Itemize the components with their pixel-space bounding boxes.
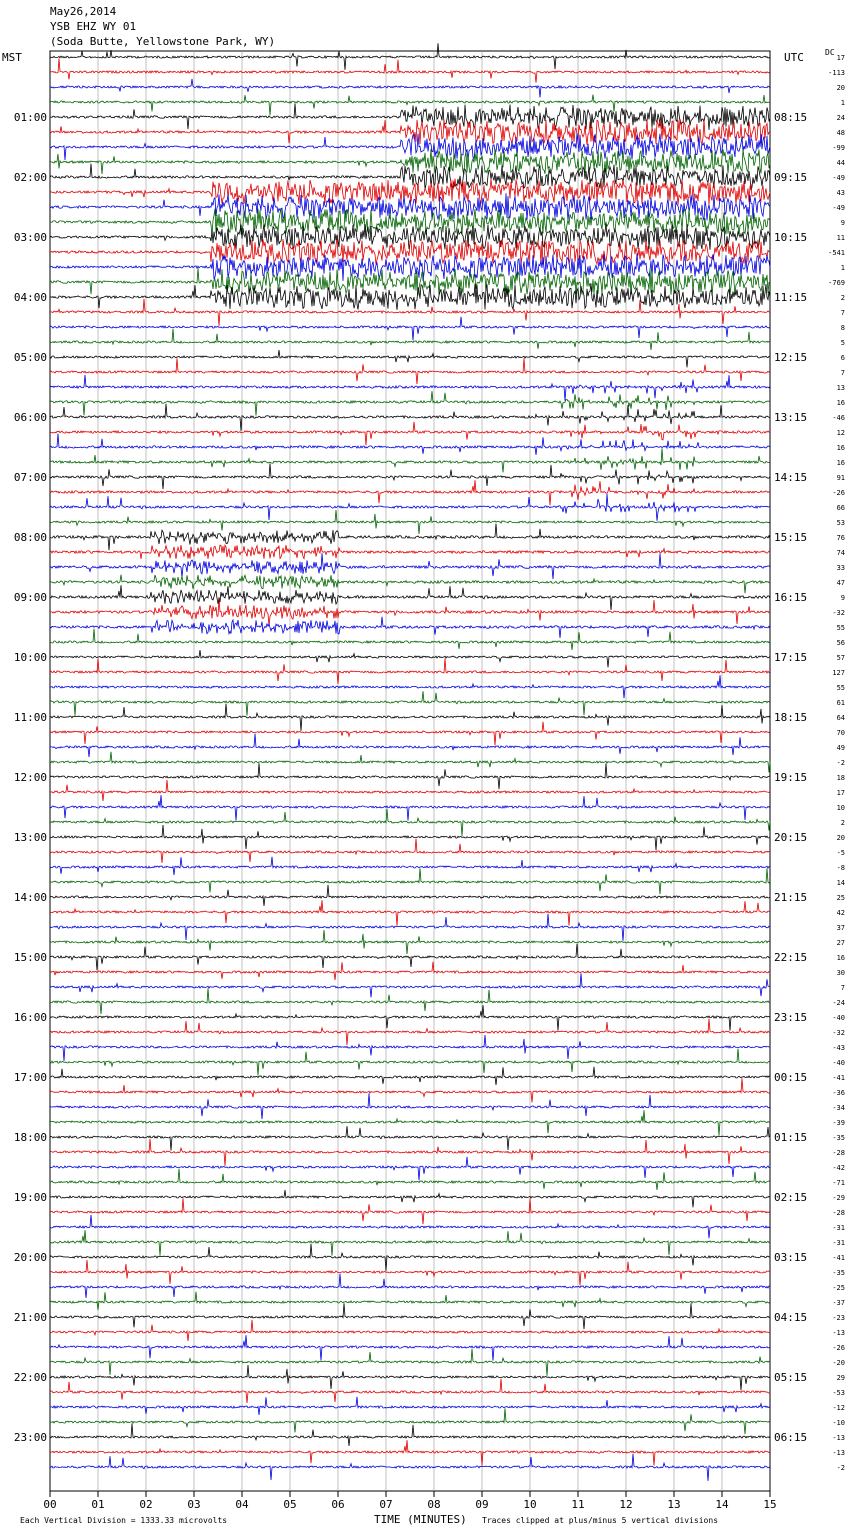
- utc-hour-label: 16:15: [774, 591, 808, 604]
- dc-offset-label: 1: [840, 99, 845, 107]
- dc-offset-label: -2: [836, 759, 845, 767]
- dc-offset-label: 57: [836, 654, 845, 662]
- dc-offset-label: -37: [832, 1299, 845, 1307]
- seismic-trace: [50, 1335, 770, 1361]
- seismic-trace: [50, 209, 770, 236]
- x-tick-label: 01: [91, 1498, 105, 1511]
- seismic-trace: [50, 510, 770, 534]
- mst-hour-label: 19:00: [13, 1191, 47, 1204]
- dc-offset-label: -541: [828, 249, 845, 257]
- x-tick-label: 02: [139, 1498, 153, 1511]
- seismic-trace: [50, 422, 770, 445]
- dc-offset-label: 11: [836, 234, 845, 242]
- mst-hour-label: 15:00: [13, 951, 47, 964]
- mst-hour-label: 10:00: [13, 651, 47, 664]
- dc-offset-label: -32: [832, 1029, 845, 1037]
- seismic-trace: [50, 914, 770, 941]
- seismic-trace: [50, 553, 770, 579]
- utc-hour-label: 08:15: [774, 111, 808, 124]
- dc-offset-label: 42: [836, 909, 845, 917]
- seismic-trace: [50, 1126, 770, 1150]
- dc-offset-label: 91: [836, 474, 845, 482]
- dc-offset-header: DC: [825, 48, 835, 57]
- dc-offset-label: 6: [840, 354, 845, 362]
- dc-offset-label: 9: [840, 219, 845, 227]
- seismic-trace: [50, 480, 770, 505]
- seismic-trace: [50, 59, 770, 83]
- seismic-trace: [50, 1157, 770, 1180]
- x-tick-label: 11: [571, 1498, 585, 1511]
- dc-offset-label: 61: [836, 699, 845, 707]
- utc-hour-label: 11:15: [774, 291, 808, 304]
- dc-offset-label: -32: [832, 609, 845, 617]
- seismic-trace: [50, 1349, 770, 1376]
- seismic-trace: [50, 1019, 770, 1045]
- mst-hour-label: 18:00: [13, 1131, 47, 1144]
- mst-hour-label: 04:00: [13, 291, 47, 304]
- seismic-trace: [50, 1423, 770, 1446]
- mst-hour-label: 14:00: [13, 891, 47, 904]
- utc-hour-label: 17:15: [774, 651, 808, 664]
- seismic-trace: [50, 149, 770, 175]
- seismic-trace: [50, 809, 770, 836]
- dc-offset-label: 14: [836, 879, 845, 887]
- seismic-trace: [50, 1230, 770, 1256]
- x-tick-label: 10: [523, 1498, 537, 1511]
- utc-hour-label: 15:15: [774, 531, 808, 544]
- seismic-trace: [50, 317, 770, 340]
- seismic-trace: [50, 599, 770, 626]
- dc-offset-label: 16: [836, 399, 845, 407]
- dc-offset-label: -49: [832, 174, 845, 182]
- dc-offset-label: -769: [828, 279, 845, 287]
- utc-hour-label: 00:15: [774, 1071, 808, 1084]
- dc-offset-label: -20: [832, 1359, 845, 1367]
- x-tick-label: 05: [283, 1498, 297, 1511]
- dc-offset-label: 10: [836, 804, 845, 812]
- mst-hour-label: 11:00: [13, 711, 47, 724]
- dc-offset-label: 5: [840, 339, 845, 347]
- dc-offset-label: 30: [836, 969, 845, 977]
- dc-offset-label: 25: [836, 894, 845, 902]
- seismic-trace: [50, 239, 770, 265]
- utc-hour-label: 05:15: [774, 1371, 808, 1384]
- axis-title: TIME (MINUTES): [374, 1513, 467, 1526]
- dc-offset-label: -113: [828, 69, 845, 77]
- seismic-trace: [50, 1292, 770, 1310]
- dc-offset-label: -28: [832, 1149, 845, 1157]
- seismic-trace: [50, 358, 770, 384]
- dc-offset-label: -40: [832, 1059, 845, 1067]
- seismic-trace: [50, 780, 770, 801]
- dc-offset-label: 20: [836, 84, 845, 92]
- utc-hour-label: 13:15: [774, 411, 808, 424]
- mst-hour-label: 01:00: [13, 111, 47, 124]
- seismic-trace: [50, 1139, 770, 1166]
- mst-hour-label: 06:00: [13, 411, 47, 424]
- dc-offset-label: 17: [836, 789, 845, 797]
- dc-offset-label: -34: [832, 1104, 845, 1112]
- seismic-trace: [50, 79, 770, 98]
- dc-offset-label: -42: [832, 1164, 845, 1172]
- dc-offset-label: -31: [832, 1224, 845, 1232]
- seismic-trace: [50, 1215, 770, 1238]
- seismic-trace: [50, 524, 770, 551]
- scale-note: Each Vertical Division = 1333.33 microvolts: [20, 1516, 228, 1525]
- seismic-trace: [50, 375, 770, 401]
- seismic-trace: [50, 900, 770, 926]
- dc-offset-label: 18: [836, 774, 845, 782]
- mst-hour-label: 16:00: [13, 1011, 47, 1024]
- utc-hour-label: 20:15: [774, 831, 808, 844]
- seismic-trace: [50, 1067, 770, 1085]
- dc-offset-label: -40: [832, 1014, 845, 1022]
- x-tick-label: 14: [715, 1498, 729, 1511]
- seismic-trace: [50, 329, 770, 350]
- seismic-trace: [50, 650, 770, 667]
- seismic-trace: [50, 1379, 770, 1403]
- mst-hour-label: 09:00: [13, 591, 47, 604]
- dc-offset-label: -99: [832, 144, 845, 152]
- dc-offset-label: -5: [836, 849, 845, 857]
- seismic-trace: [50, 299, 770, 326]
- seismic-trace: [50, 585, 770, 610]
- seismic-trace: [50, 545, 770, 559]
- mst-hour-label: 12:00: [13, 771, 47, 784]
- dc-offset-label: -53: [832, 1389, 845, 1397]
- seismic-trace: [50, 1005, 770, 1031]
- seismic-trace: [50, 722, 770, 745]
- utc-hour-label: 21:15: [774, 891, 808, 904]
- seismic-trace: [50, 1454, 770, 1481]
- dc-offset-label: -29: [832, 1194, 845, 1202]
- dc-offset-label: 76: [836, 534, 845, 542]
- dc-offset-label: -36: [832, 1089, 845, 1097]
- seismic-trace: [50, 193, 770, 220]
- plot-location: (Soda Butte, Yellowstone Park, WY): [50, 35, 276, 48]
- utc-hour-label: 12:15: [774, 351, 808, 364]
- seismic-trace: [50, 1078, 770, 1102]
- seismic-trace: [50, 391, 770, 415]
- seismic-trace: [50, 404, 770, 431]
- mst-hour-label: 08:00: [13, 531, 47, 544]
- seismic-trace: [50, 752, 770, 773]
- x-tick-label: 07: [379, 1498, 393, 1511]
- dc-offset-label: -2: [836, 1464, 845, 1472]
- utc-hour-label: 19:15: [774, 771, 808, 784]
- seismic-trace: [50, 1260, 770, 1285]
- dc-offset-label: 1: [840, 264, 845, 272]
- seismic-trace: [50, 1190, 770, 1207]
- seismic-trace: [50, 930, 770, 954]
- dc-offset-label: -71: [832, 1179, 845, 1187]
- seismic-trace: [50, 795, 770, 821]
- mst-hour-label: 21:00: [13, 1311, 47, 1324]
- seismic-trace: [50, 962, 770, 980]
- dc-offset-label: 24: [836, 114, 845, 122]
- dc-offset-label: -46: [832, 414, 845, 422]
- seismic-trace: [50, 691, 770, 715]
- seismic-trace: [50, 734, 770, 757]
- mst-hour-label: 05:00: [13, 351, 47, 364]
- mst-hour-label: 23:00: [13, 1431, 47, 1444]
- dc-offset-label: 17: [836, 54, 845, 62]
- plot-date: May26,2014: [50, 5, 117, 18]
- utc-hour-label: 02:15: [774, 1191, 808, 1204]
- dc-offset-label: 7: [840, 984, 845, 992]
- dc-offset-label: 55: [836, 684, 845, 692]
- dc-offset-label: -13: [832, 1449, 845, 1457]
- dc-offset-label: 2: [840, 819, 845, 827]
- dc-offset-label: 48: [836, 129, 845, 137]
- dc-offset-label: 16: [836, 954, 845, 962]
- dc-offset-label: 70: [836, 729, 845, 737]
- seismic-trace: [50, 839, 770, 863]
- mst-hour-label: 07:00: [13, 471, 47, 484]
- right-timezone-label: UTC: [784, 51, 804, 64]
- utc-hour-label: 06:15: [774, 1431, 808, 1444]
- x-tick-label: 09: [475, 1498, 489, 1511]
- seismic-trace: [50, 494, 770, 521]
- seismic-trace: [50, 95, 770, 116]
- dc-offset-label: 13: [836, 384, 845, 392]
- mst-hour-label: 20:00: [13, 1251, 47, 1264]
- seismic-trace: [50, 973, 770, 997]
- seismic-trace: [50, 629, 770, 650]
- seismic-trace: [50, 575, 770, 594]
- seismic-trace: [50, 1397, 770, 1415]
- seismic-trace: [50, 1408, 770, 1434]
- dc-offset-label: -43: [832, 1044, 845, 1052]
- seismic-trace: [50, 868, 770, 894]
- dc-offset-label: 74: [836, 549, 845, 557]
- seismic-trace: [50, 448, 770, 472]
- dc-offset-label: 27: [836, 939, 845, 947]
- dc-offset-label: -12: [832, 1404, 845, 1412]
- dc-offset-label: -23: [832, 1314, 845, 1322]
- seismic-trace: [50, 617, 770, 638]
- seismic-trace: [50, 944, 770, 971]
- dc-offset-label: 16: [836, 459, 845, 467]
- utc-hour-label: 04:15: [774, 1311, 808, 1324]
- seismic-trace: [50, 350, 770, 367]
- seismic-trace: [50, 704, 770, 731]
- seismic-trace: [50, 1035, 770, 1061]
- seismic-trace: [50, 253, 770, 280]
- x-tick-label: 15: [763, 1498, 777, 1511]
- dc-offset-label: 53: [836, 519, 845, 527]
- seismic-trace: [50, 1244, 770, 1271]
- dc-offset-label: 47: [836, 579, 845, 587]
- dc-offset-label: -49: [832, 204, 845, 212]
- dc-offset-label: 9: [840, 594, 845, 602]
- seismic-trace: [50, 1110, 770, 1135]
- seismic-trace: [50, 1198, 770, 1224]
- dc-offset-label: -26: [832, 489, 845, 497]
- seismic-trace: [50, 825, 770, 850]
- plot-station: YSB EHZ WY 01: [50, 20, 137, 33]
- seismic-trace: [50, 1169, 770, 1190]
- mst-hour-label: 13:00: [13, 831, 47, 844]
- seismic-trace: [50, 1320, 770, 1341]
- seismic-trace: [50, 857, 770, 875]
- dc-offset-label: 2: [840, 294, 845, 302]
- utc-hour-label: 14:15: [774, 471, 808, 484]
- x-tick-label: 13: [667, 1498, 681, 1511]
- dc-offset-label: 33: [836, 564, 845, 572]
- utc-hour-label: 09:15: [774, 171, 808, 184]
- utc-hour-label: 18:15: [774, 711, 808, 724]
- dc-offset-label: -35: [832, 1134, 845, 1142]
- mst-hour-label: 17:00: [13, 1071, 47, 1084]
- seismic-trace: [50, 1093, 770, 1119]
- left-timezone-label: MST: [2, 51, 22, 64]
- dc-offset-label: 55: [836, 624, 845, 632]
- seismic-trace: [50, 763, 770, 789]
- dc-offset-label: -41: [832, 1074, 845, 1082]
- seismic-trace: [50, 463, 770, 489]
- x-tick-label: 03: [187, 1498, 201, 1511]
- dc-offset-label: 7: [840, 309, 845, 317]
- dc-offset-label: 37: [836, 924, 845, 932]
- dc-offset-label: 64: [836, 714, 845, 722]
- x-tick-label: 12: [619, 1498, 633, 1511]
- dc-offset-label: 8: [840, 324, 845, 332]
- dc-offset-label: 66: [836, 504, 845, 512]
- dc-offset-label: -13: [832, 1434, 845, 1442]
- dc-offset-label: -24: [832, 999, 845, 1007]
- seismic-trace: [50, 658, 770, 684]
- utc-hour-label: 03:15: [774, 1251, 808, 1264]
- seismic-trace: [50, 1049, 770, 1076]
- dc-offset-label: 7: [840, 369, 845, 377]
- dc-offset-label: 127: [832, 669, 845, 677]
- seismic-trace: [50, 1274, 770, 1298]
- mst-hour-label: 02:00: [13, 171, 47, 184]
- utc-hour-label: 10:15: [774, 231, 808, 244]
- mst-hour-label: 03:00: [13, 231, 47, 244]
- dc-offset-label: -41: [832, 1254, 845, 1262]
- dc-offset-label: -31: [832, 1239, 845, 1247]
- dc-offset-label: 16: [836, 444, 845, 452]
- utc-hour-label: 23:15: [774, 1011, 808, 1024]
- seismic-trace: [50, 1303, 770, 1329]
- seismic-trace: [50, 988, 770, 1014]
- seismic-trace: [50, 1440, 770, 1466]
- utc-hour-label: 22:15: [774, 951, 808, 964]
- seismic-trace: [50, 103, 770, 129]
- seismic-trace: [50, 885, 770, 906]
- dc-offset-label: 29: [836, 1374, 845, 1382]
- dc-offset-label: 43: [836, 189, 845, 197]
- mst-hour-label: 22:00: [13, 1371, 47, 1384]
- dc-offset-label: -39: [832, 1119, 845, 1127]
- seismic-trace: [50, 1365, 770, 1390]
- dc-offset-label: 20: [836, 834, 845, 842]
- dc-offset-label: 44: [836, 159, 845, 167]
- utc-hour-label: 01:15: [774, 1131, 808, 1144]
- clip-note: Traces clipped at plus/minus 5 vertical divisions: [482, 1516, 719, 1525]
- x-tick-label: 00: [43, 1498, 57, 1511]
- dc-offset-label: 49: [836, 744, 845, 752]
- seismic-trace: [50, 43, 770, 70]
- dc-offset-label: 12: [836, 429, 845, 437]
- dc-offset-label: -28: [832, 1209, 845, 1217]
- x-tick-label: 08: [427, 1498, 441, 1511]
- dc-offset-label: 56: [836, 639, 845, 647]
- dc-offset-label: -35: [832, 1269, 845, 1277]
- x-tick-label: 06: [331, 1498, 345, 1511]
- dc-offset-label: -25: [832, 1284, 845, 1292]
- x-tick-label: 04: [235, 1498, 249, 1511]
- dc-offset-label: -10: [832, 1419, 845, 1427]
- dc-offset-label: -8: [836, 864, 845, 872]
- dc-offset-label: -13: [832, 1329, 845, 1337]
- dc-offset-label: -26: [832, 1344, 845, 1352]
